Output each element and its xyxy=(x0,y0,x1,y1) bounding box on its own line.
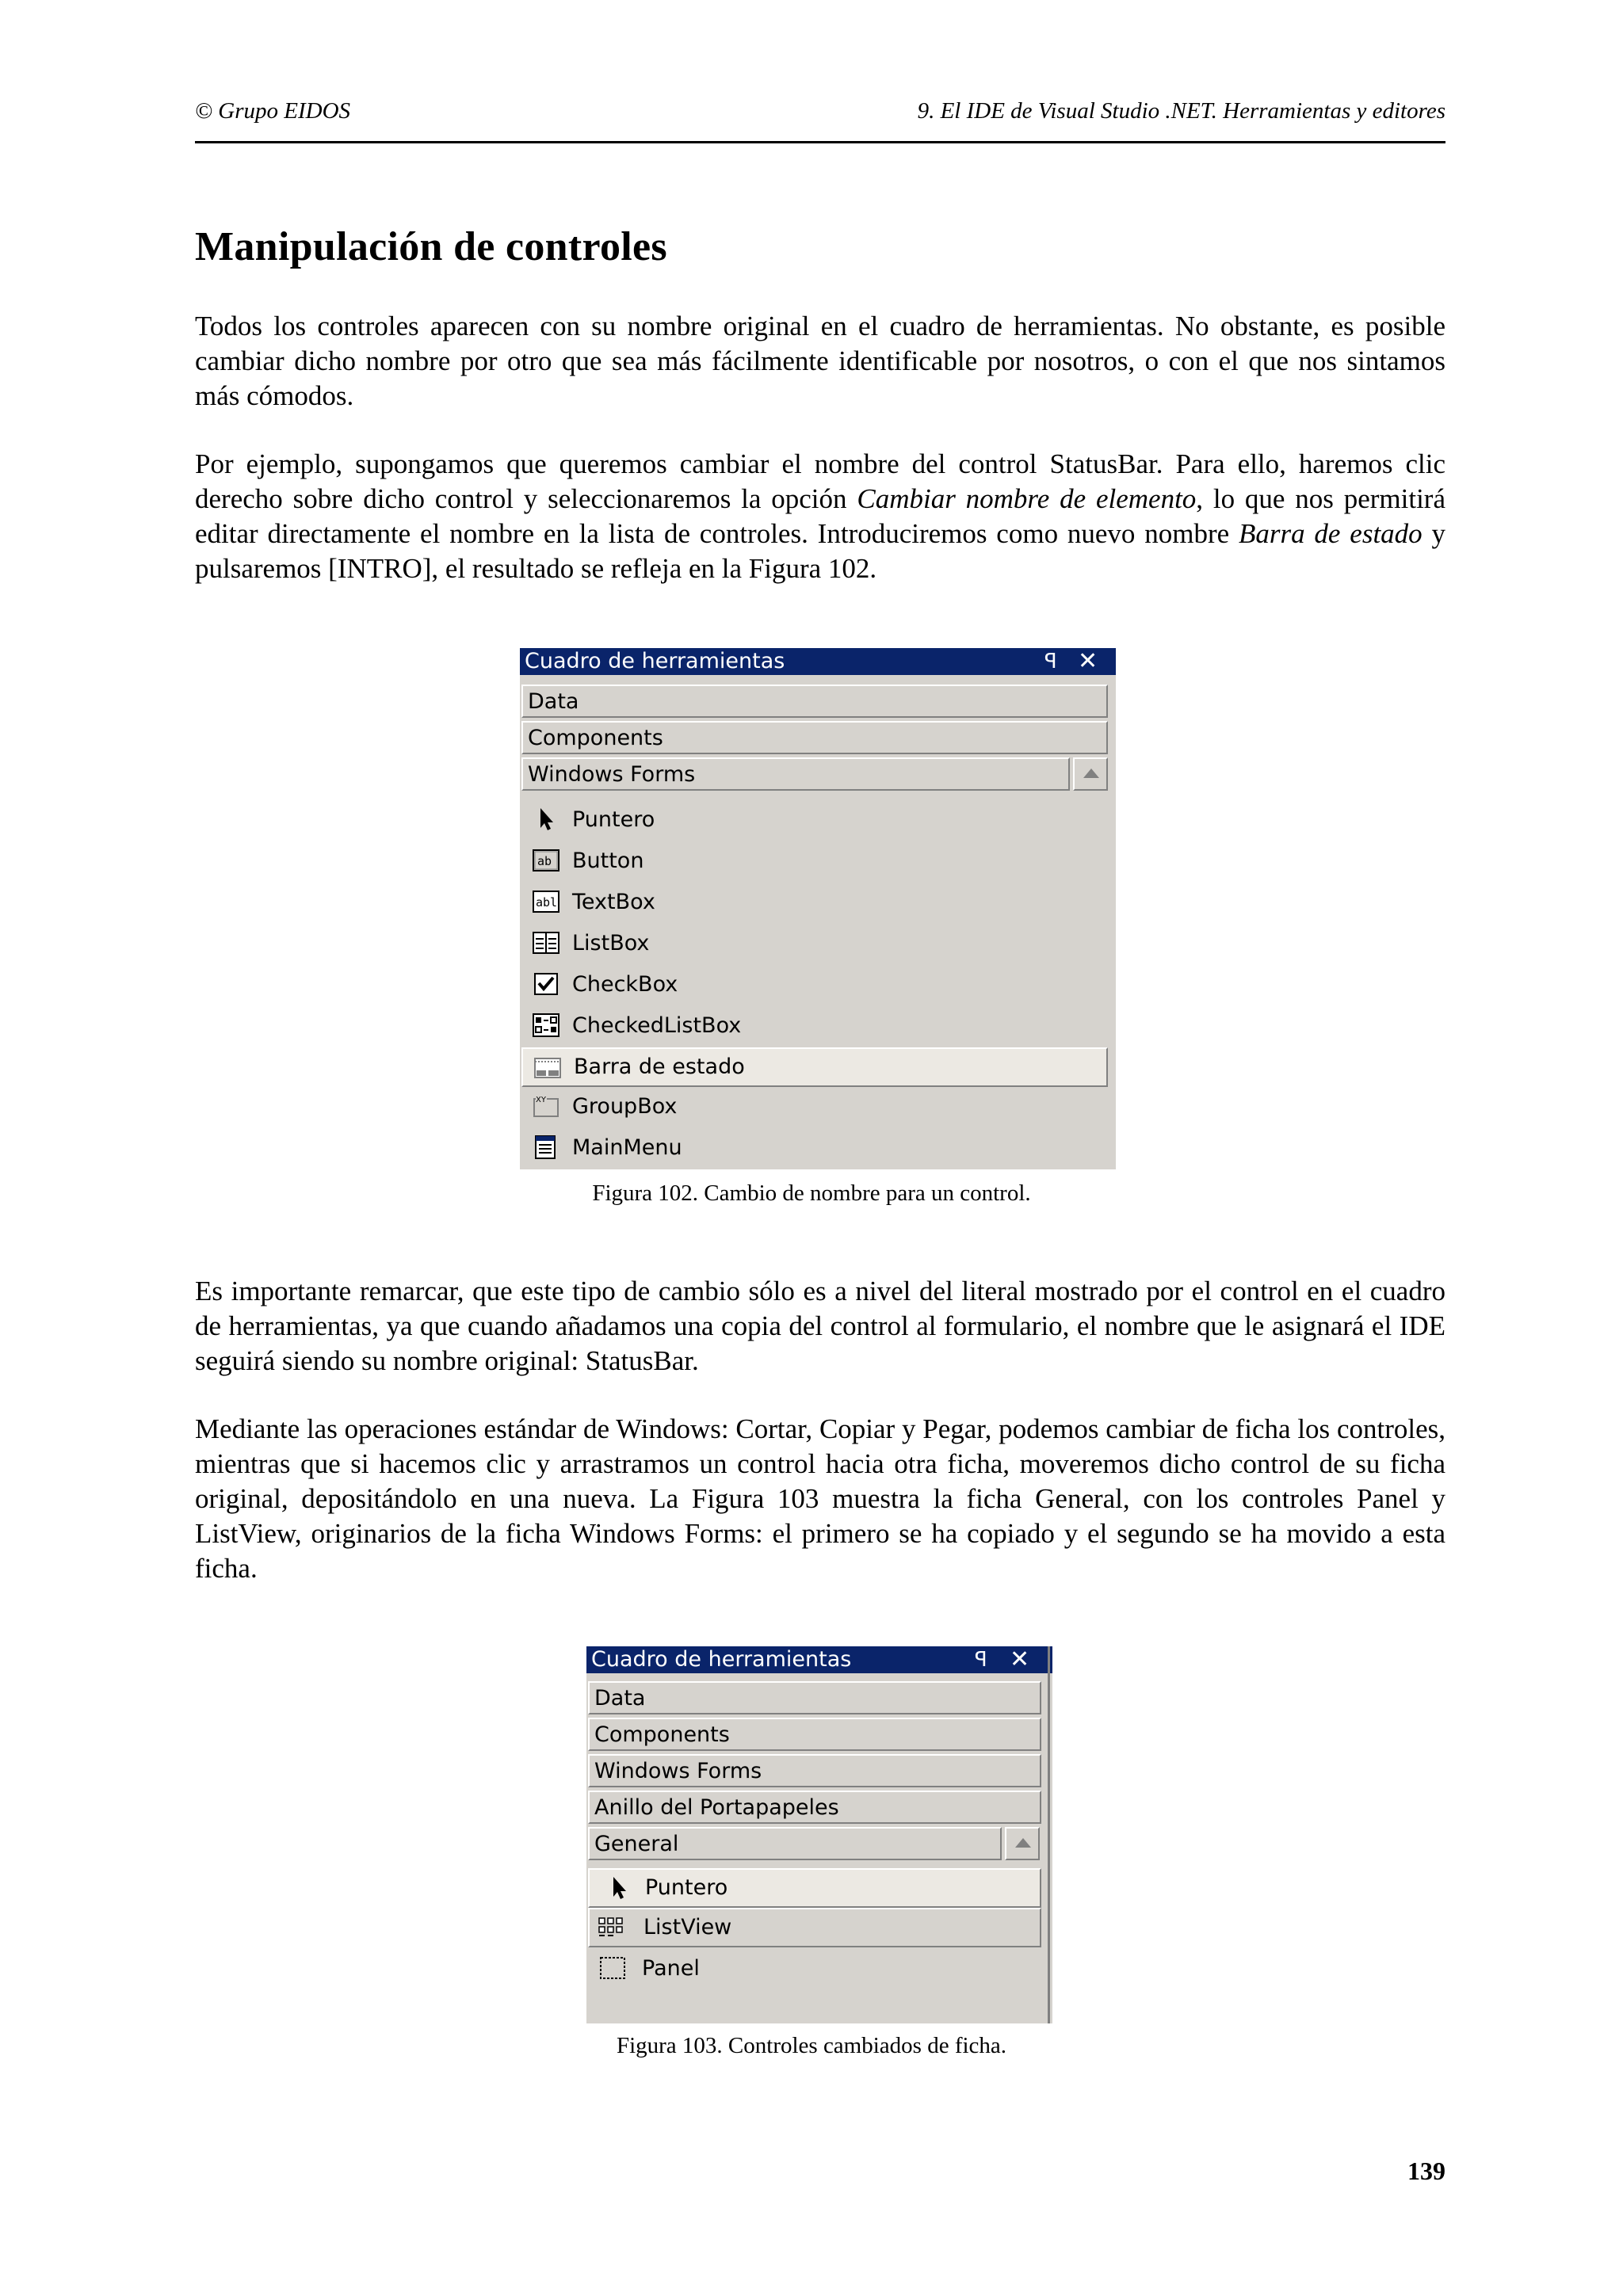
checkbox-icon xyxy=(533,972,559,996)
tab-windows-forms[interactable]: Windows Forms xyxy=(588,1754,1041,1787)
toolbox-title-bar xyxy=(586,1646,1052,1673)
item-label: Barra de estado xyxy=(574,1055,745,1079)
tab-data[interactable]: Data xyxy=(588,1681,1041,1714)
toolbox-item-barra-de-estado[interactable] xyxy=(521,1047,1108,1087)
section-title: Manipulación de controles xyxy=(195,224,667,269)
tab-general[interactable]: General xyxy=(588,1827,1002,1860)
toolbox-item-puntero[interactable] xyxy=(588,1868,1041,1908)
tab-windows-forms[interactable]: Windows Forms xyxy=(521,757,1070,791)
toolbox-title-bar xyxy=(520,648,1116,675)
toolbox-item-listview[interactable] xyxy=(588,1908,1041,1947)
tab-components[interactable]: Components xyxy=(588,1718,1041,1751)
item-label: ListBox xyxy=(572,931,650,955)
paragraph-2 xyxy=(195,447,1445,586)
item-label: Puntero xyxy=(572,807,655,832)
toolbox-title: Cuadro de herramientas xyxy=(591,1647,852,1672)
item-label: Puntero xyxy=(645,1875,728,1900)
scroll-up-button[interactable] xyxy=(1005,1827,1040,1860)
close-icon[interactable]: ✕ xyxy=(1010,1646,1030,1673)
pointer-icon xyxy=(534,807,561,831)
toolbox-item-mainmenu[interactable] xyxy=(521,1128,1108,1168)
button-icon xyxy=(533,849,559,872)
tab-components[interactable]: Components xyxy=(521,721,1108,754)
panel-edge xyxy=(1048,1646,1050,2023)
item-label: ListView xyxy=(643,1915,732,1939)
statusbar-icon xyxy=(534,1055,561,1079)
item-label: MainMenu xyxy=(572,1135,682,1160)
item-label: Panel xyxy=(642,1956,700,1981)
toolbox-item-checkedlistbox[interactable] xyxy=(521,1006,1108,1046)
svg-text:ab: ab xyxy=(537,854,552,868)
tab-anillo-del-portapapeles[interactable]: Anillo del Portapapeles xyxy=(588,1791,1041,1824)
item-label: CheckBox xyxy=(572,972,678,997)
toolbox-item-checkbox[interactable] xyxy=(521,965,1108,1005)
groupbox-icon xyxy=(533,1094,559,1118)
toolbox-item-button[interactable] xyxy=(521,841,1108,881)
paragraph-2-text-b: , lo que nos permitirá editar directamente el nombre en la lista de controles. Introduciremos como nuevo nombre xyxy=(195,483,1445,549)
pin-icon[interactable]: ꟼ xyxy=(1044,650,1057,673)
toolbox-item-panel[interactable] xyxy=(588,1949,1041,1989)
toolbox-panel-figure-102 xyxy=(520,648,1116,1169)
figure-103-caption: Figura 103. Controles cambiados de ficha. xyxy=(616,2033,1007,2058)
toolbox-item-listbox[interactable] xyxy=(521,924,1108,963)
toolbox-title: Cuadro de herramientas xyxy=(525,649,785,673)
figure-102-caption: Figura 102. Cambio de nombre para un control. xyxy=(592,1180,1031,1206)
pin-icon[interactable]: ꟼ xyxy=(975,1648,987,1672)
paragraph-4: Mediante las operaciones estándar de Windows: Cortar, Copiar y Pegar, podemos cambiar de ficha los controles, mientras que si hacemos clic y arrastramos un control hacia otra ficha, moveremos dicho control de su ficha original, depositándolo en una nueva. La Figura 103 muestra la ficha General, con los controles Panel y ListView, originarios de la ficha Windows Forms: el primero se ha copiado y el segundo se ha movido a esta ficha. xyxy=(195,1413,1445,1584)
svg-text:abl: abl xyxy=(536,895,558,910)
item-label: TextBox xyxy=(572,890,655,914)
item-label: CheckedListBox xyxy=(572,1013,742,1038)
pointer-icon xyxy=(607,1876,634,1900)
header-right: 9. El IDE de Visual Studio .NET. Herramientas y editores xyxy=(917,98,1445,124)
listview-icon xyxy=(598,1916,624,1939)
paragraph-2-text-a: Por ejemplo, supongamos que queremos cambiar el nombre del control StatusBar. Para ello, haremos clic derecho sobre dicho control y seleccionaremos la opción xyxy=(195,448,1445,514)
mainmenu-icon xyxy=(533,1135,559,1159)
toolbox-panel-figure-103 xyxy=(586,1646,1052,2023)
textbox-icon xyxy=(533,890,559,913)
paragraph-1: Todos los controles aparecen con su nombre original en el cuadro de herramientas. No obstante, es posible cambiar dicho nombre por otro que sea más fácilmente identificable por nosotros, o con el que nos sintamos más cómodos. xyxy=(195,311,1445,411)
paragraph-2-emphasis-1: Cambiar nombre de elemento xyxy=(857,483,1197,514)
paragraph-2-emphasis-2: Barra de estado xyxy=(1238,518,1423,549)
item-label: Button xyxy=(572,849,644,873)
paragraph-2-text-c: y pulsaremos [INTRO], el resultado se refleja en la Figura 102. xyxy=(195,518,1445,584)
tab-data[interactable]: Data xyxy=(521,685,1108,718)
svg-text:XY: XY xyxy=(536,1096,546,1104)
toolbox-item-groupbox[interactable] xyxy=(521,1087,1108,1127)
listbox-icon xyxy=(533,931,559,955)
toolbox-item-textbox[interactable] xyxy=(521,883,1108,922)
checkedlistbox-icon xyxy=(533,1013,559,1037)
paragraph-3: Es importante remarcar, que este tipo de cambio sólo es a nivel del literal mostrado por el control en el cuadro de herramientas, ya que cuando añadamos una copia del control al formulario, el nombre que le asignará el IDE seguirá siendo su nombre original: StatusBar. xyxy=(195,1276,1445,1376)
scroll-up-button[interactable] xyxy=(1073,757,1108,791)
close-icon[interactable]: ✕ xyxy=(1078,648,1098,675)
page-number: 139 xyxy=(1407,2157,1445,2185)
running-header xyxy=(195,93,1445,143)
item-label: GroupBox xyxy=(572,1094,678,1119)
toolbox-item-puntero[interactable] xyxy=(521,800,1108,840)
panel-icon xyxy=(599,1956,626,1980)
header-left: © Grupo EIDOS xyxy=(195,98,351,124)
